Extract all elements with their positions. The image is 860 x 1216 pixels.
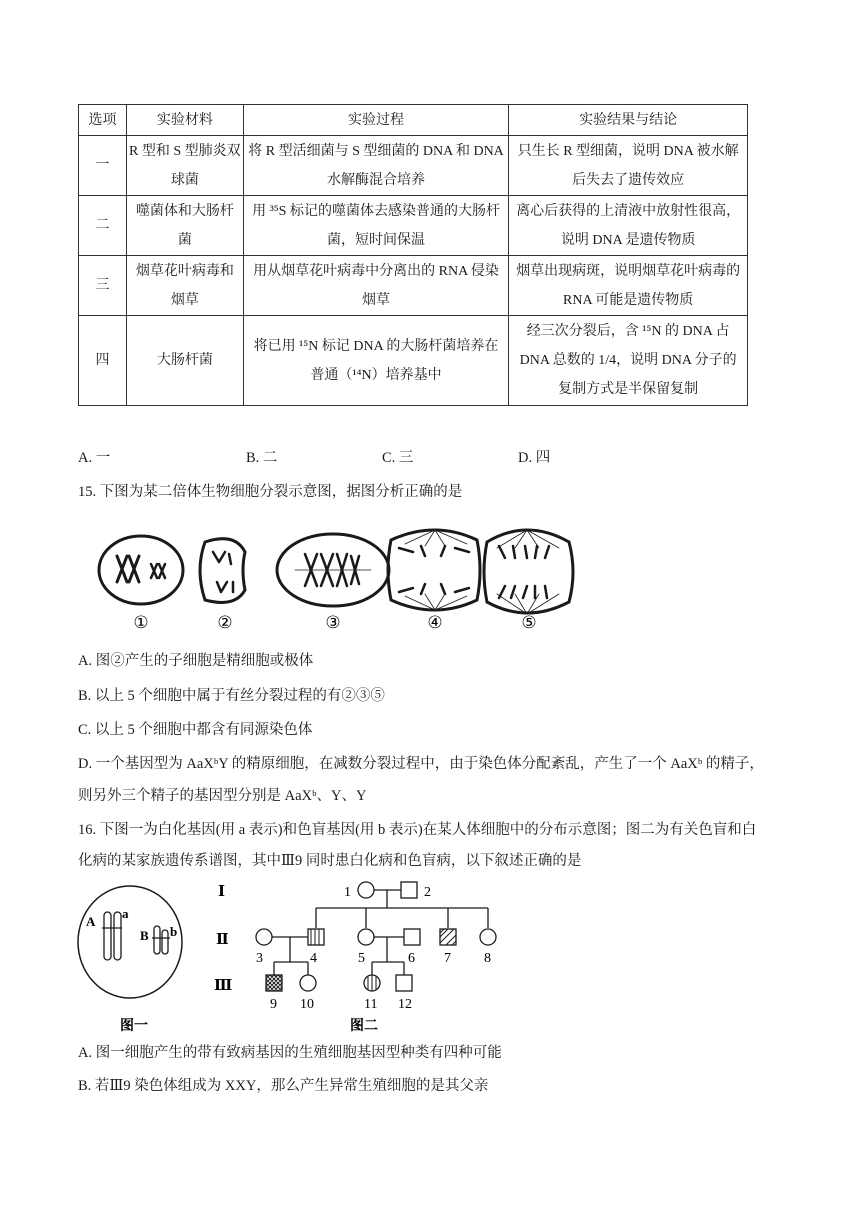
individual-11: 11: [364, 997, 378, 1012]
cell-line: 将 R 型活细菌与 S 型细菌的 DNA 和 DNA: [248, 143, 504, 159]
cell-label: ②: [217, 613, 233, 632]
q16-stem-line2: 化病的某家族遗传系谱图，其中Ⅲ9 同时患白化病和色盲病，以下叙述正确的是: [78, 853, 582, 869]
cell-line: 噬菌体和大肠杆: [135, 203, 234, 219]
cell-line: 球菌: [170, 172, 199, 188]
cell-line: 烟草出现病斑，说明烟草花叶病毒的: [516, 263, 741, 279]
cell-label: ④: [427, 613, 443, 632]
cell-4-icon: [388, 530, 480, 610]
q15-option-d[interactable]: D. 一个基因型为 AaXᵇY 的精原细胞，在减数分裂过程中，由于染色体分配紊乱，产生了一个 AaXᵇ 的精子，: [78, 756, 764, 772]
individual-2: 2: [424, 885, 431, 900]
cell-line: 只生长 R 型细菌，说明 DNA 被水解: [517, 143, 739, 159]
individual-5: 5: [358, 951, 365, 966]
cell-option: 四: [79, 316, 127, 406]
cell-line: 后失去了遗传效应: [572, 172, 685, 188]
q14-option-c[interactable]: C. 三: [382, 450, 414, 466]
cell-label: ③: [325, 613, 341, 632]
header-material: 实验材料: [126, 105, 243, 136]
header-option: 选项: [79, 105, 127, 136]
generation-III: Ⅲ: [214, 978, 233, 994]
q14-option-b[interactable]: B. 二: [246, 450, 278, 466]
cell-result: [509, 136, 748, 196]
individual-9: 9: [270, 997, 277, 1012]
individual-1: 1: [344, 885, 351, 900]
header-process: 实验过程: [243, 105, 509, 136]
cell-line: 普通（¹⁴N）培养基中: [310, 367, 442, 383]
table-row: [79, 136, 748, 196]
gene-label-a: a: [122, 906, 129, 921]
individual-3: 3: [256, 951, 263, 966]
individual-8: 8: [484, 951, 491, 966]
q15-option-d-continued: 则另外三个精子的基因型分别是 AaXᵇ、Y、Y: [78, 788, 367, 804]
generation-II: Ⅱ: [216, 932, 229, 948]
cell-line: 烟草花叶病毒和: [135, 263, 234, 279]
figure-2-caption: 图二: [350, 1019, 378, 1034]
cell-result: [509, 256, 748, 316]
cell-line: 说明 DNA 是遗传物质: [560, 232, 696, 248]
experiment-table: [78, 104, 748, 406]
table-row: [79, 316, 748, 406]
header-result: 实验结果与结论: [509, 105, 748, 136]
cell-2-icon: [200, 539, 245, 603]
q15-option-a[interactable]: A. 图②产生的子细胞是精细胞或极体: [78, 653, 314, 669]
cell-line: 用 ³⁵S 标记的噬菌体去感染普通的大肠杆: [252, 203, 500, 219]
gene-label-A: A: [86, 914, 96, 929]
cell-line: 复制方式是半保留复制: [558, 382, 699, 397]
cell-line: 离心后获得的上清液中放射性很高，: [516, 203, 741, 219]
cell-label: ①: [133, 613, 149, 632]
table-header-row: [79, 105, 748, 136]
q16-stem-line1: 16. 下图一为白化基因(用 a 表示)和色盲基因(用 b 表示)在某人体细胞中的分布示意图；图二为有关色盲和白: [78, 822, 757, 838]
figure-1-cell: [78, 886, 182, 998]
individual-7: 7: [444, 951, 451, 966]
cell-line: 菌: [177, 232, 192, 248]
cell-line: 菌，短时间保温: [327, 232, 426, 248]
q16-option-b[interactable]: B. 若Ⅲ9 染色体组成为 XXY，那么产生异常生殖细胞的是其父亲: [78, 1078, 489, 1094]
individual-4: 4: [310, 951, 317, 966]
cell-line: DNA 总数的 1/4，说明 DNA 分子的: [519, 353, 737, 368]
cell-line: R 型和 S 型肺炎双: [129, 143, 241, 159]
cell-line: 经三次分裂后，含 ¹⁵N 的 DNA 占: [526, 324, 730, 339]
figure-1-caption: 图一: [120, 1019, 148, 1034]
q15-option-b[interactable]: B. 以上 5 个细胞中属于有丝分裂过程的有②③⑤: [78, 688, 385, 704]
cell-line: 烟草: [362, 292, 391, 308]
individual-10: 10: [300, 997, 314, 1012]
cell-line: 大肠杆菌: [156, 353, 213, 368]
cell-line: 用从烟草花叶病毒中分离出的 RNA 侵染: [253, 263, 499, 279]
cell-material: [126, 136, 243, 196]
cell-line: 烟草: [170, 292, 199, 308]
cell-option: 一: [79, 136, 127, 196]
individual-12: 12: [398, 997, 412, 1012]
cell-5-icon: [484, 530, 573, 614]
gene-label-b: b: [170, 924, 178, 939]
gene-label-B: B: [140, 928, 149, 943]
cell-option: 二: [79, 196, 127, 256]
individual-6: 6: [408, 951, 415, 966]
genetics-figure: [74, 872, 534, 1037]
cell-process: [243, 136, 509, 196]
table-row: [79, 196, 748, 256]
cell-line: 将已用 ¹⁵N 标记 DNA 的大肠杆菌培养在: [253, 338, 499, 354]
cell-label: ⑤: [521, 613, 537, 632]
cell-material: [126, 316, 243, 406]
cell-line: 水解酶混合培养: [327, 172, 426, 188]
cell-1-icon: [99, 536, 183, 604]
cell-result: [509, 316, 748, 406]
q14-option-a[interactable]: A. 一: [78, 450, 111, 466]
q14-option-d[interactable]: D. 四: [518, 450, 551, 466]
cell-3-icon: [277, 534, 389, 606]
table-row: [79, 256, 748, 316]
cell-process: [243, 196, 509, 256]
q15-stem: 15. 下图为某二倍体生物细胞分裂示意图，据图分析正确的是: [78, 484, 463, 500]
cell-option: 三: [79, 256, 127, 316]
generation-I: Ⅰ: [218, 884, 226, 900]
cell-process: [243, 256, 509, 316]
q16-option-a[interactable]: A. 图一细胞产生的带有致病基因的生殖细胞基因型种类有四种可能: [78, 1045, 502, 1061]
q15-option-c[interactable]: C. 以上 5 个细胞中都含有同源染色体: [78, 722, 313, 738]
cell-division-figure: [95, 512, 585, 637]
cell-line: RNA 可能是遗传物质: [563, 292, 694, 308]
cell-result: [509, 196, 748, 256]
cell-process: [243, 316, 509, 406]
cell-material: [126, 196, 243, 256]
cell-material: [126, 256, 243, 316]
